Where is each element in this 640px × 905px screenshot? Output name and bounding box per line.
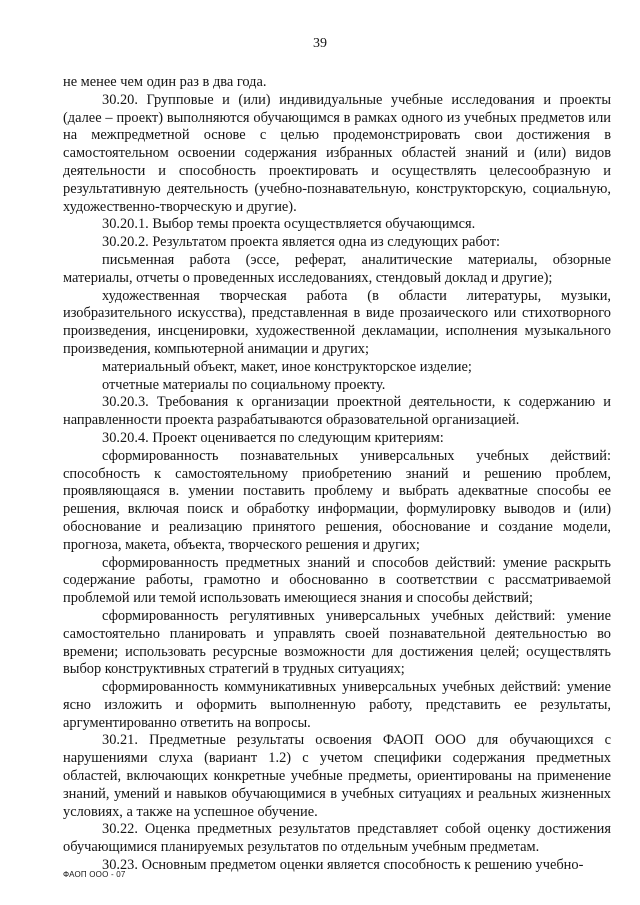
list-item-written-work: письменная работа (эссе, реферат, аналитические материалы, обзорные материалы, отчеты о проведенных исследованиях, стендовый доклад и другие);	[63, 251, 611, 286]
criterion-subject-knowledge: сформированность предметных знаний и способов действий: умение раскрыть содержание работы, грамотно и обоснованно в соответствии с рассматриваемой проблемой или темой использовать имеющиеся знания и способы действий;	[63, 554, 611, 607]
body-text	[63, 74, 611, 875]
paragraph-continuation: не менее чем один раз в два года.	[63, 74, 267, 90]
list-item-report-materials: отчетные материалы по социальному проекту.	[102, 376, 386, 393]
list-item-art-work: художественная творческая работа (в области литературы, музыки, изобразительного искусства), представленная в виде прозаического или стихотворного произведения, инсценировки, художественной декламации, исполнения музыкального произведения, компьютерной анимации и других;	[63, 287, 611, 357]
paragraph-30-21: 30.21. Предметные результаты освоения ФАОП ООО для обучающихся с нарушениями слуха (вариант 1.2) с учетом специфики содержания предметных областей, включающих конкретные учебные предметы, ориентированы на применение знаний, умений и навыков обучающимися в учебных ситуациях и реальных жизненных условиях, а также на успешное обучение.	[63, 732, 611, 820]
page-number: 39	[313, 36, 327, 51]
criterion-regulatory: сформированность регулятивных универсальных учебных действий: умение самостоятельно планировать и управлять своей познавательной деятельностью во времени; использовать ресурсные возможности для достижения целей; осуществлять выбор конструктивных стратегий в трудных ситуациях;	[63, 607, 611, 678]
paragraph-30-22: 30.22. Оценка предметных результатов представляет собой оценку достижения обучающимися планируемых результатов по отдельным учебным предметам.	[63, 821, 611, 856]
paragraph-30-20-3: 30.20.3. Требования к организации проектной деятельности, к содержанию и направленности проекта разрабатываются образовательной организацией.	[63, 394, 611, 429]
paragraph-30-23: 30.23. Основным предметом оценки является способность к решению учебно-	[102, 857, 584, 874]
list-item-material-object: материальный объект, макет, иное конструкторское изделие;	[102, 358, 472, 375]
paragraph-30-20-2: 30.20.2. Результатом проекта является одна из следующих работ:	[102, 234, 501, 251]
criterion-cognitive: сформированность познавательных универсальных учебных действий: способность к самостоятельному приобретению знаний и решению проблем, проявляющаяся в. умении поставить проблему и выбрать адекватные способы ее решения, включая поиск и обработку информации, формулировку выводов и (или) обоснование и реализацию принятого решения, обоснование и создание модели, прогноза, макета, объекта, творческого решения и других;	[63, 447, 611, 553]
paragraph-30-20: 30.20. Групповые и (или) индивидуальные учебные исследования и проекты (далее – проект) выполняются обучающимся в рамках одного из учебных предметов или на межпредметной основе с целью продемонстрировать свои достижения в самостоятельном освоении содержания избранных областей знаний и (или) видов деятельности и способность проектировать и осуществлять целесообразную и результативную деятельность (учебно-познавательную, конструкторскую, социальную, художественно-творческую и другие).	[63, 91, 611, 215]
criterion-communicative: сформированность коммуникативных универсальных учебных действий: умение ясно изложить и оформить выполненную работу, представить ее результаты, аргументированно ответить на вопросы.	[63, 679, 611, 731]
paragraph-30-20-4: 30.20.4. Проект оценивается по следующим критериям:	[102, 429, 444, 446]
document-footer: ФАОП ООО - 07	[63, 870, 126, 879]
paragraph-30-20-1: 30.20.1. Выбор темы проекта осуществляется обучающимся.	[102, 216, 476, 233]
